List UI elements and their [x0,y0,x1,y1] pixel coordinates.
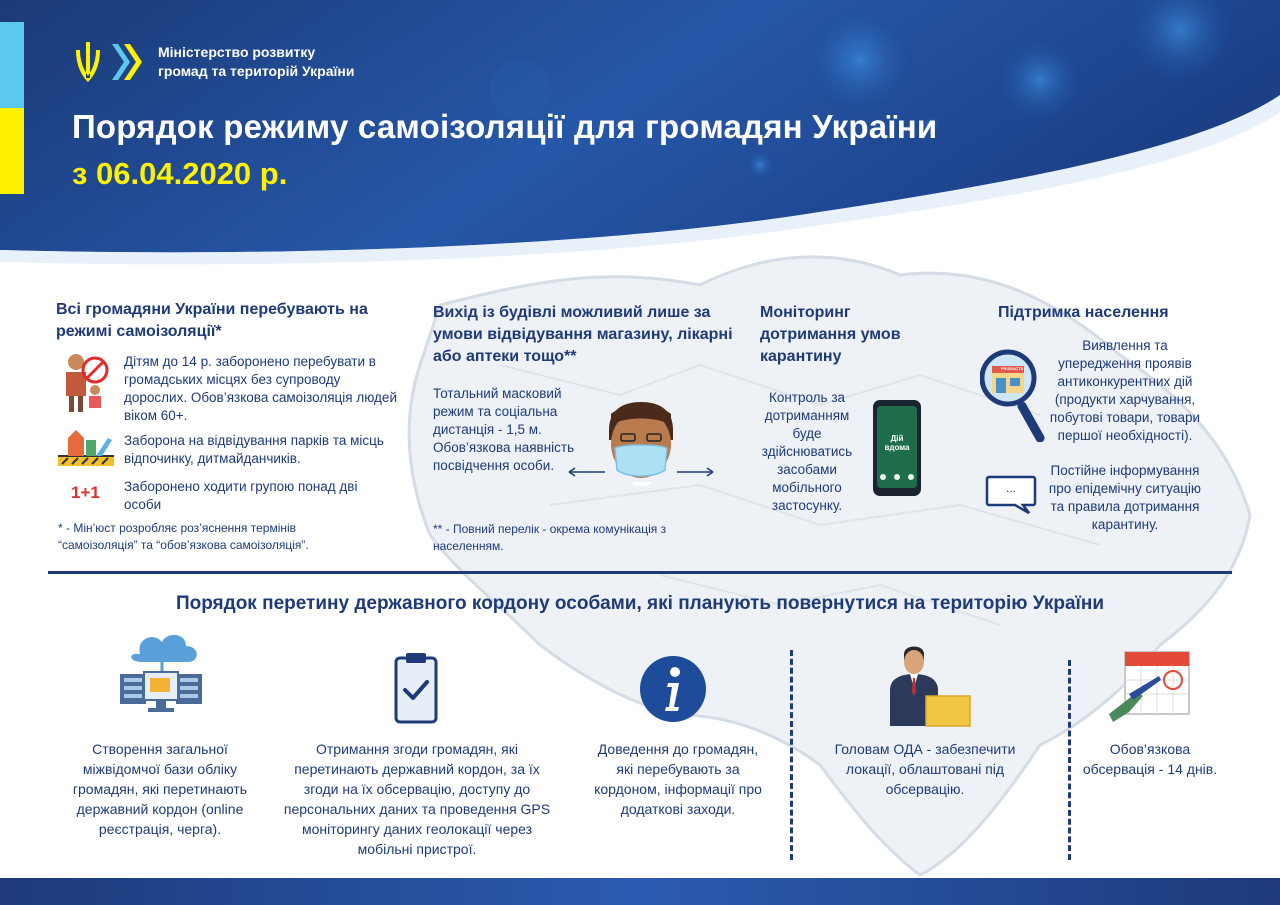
section2-item4-text: Головам ОДА - забезпечити локації, облаштовані під обсервацію. [834,741,1016,797]
footer-band [0,878,1280,905]
phone-app-label-line1: Дій [890,434,904,443]
col2-text: Тотальний масковий режим та соціальна дистанція - 1,5 м. Обов’язкова наявність посвідчення особи. [433,386,575,473]
ministry-name [158,43,355,81]
shop-sign: PRODUCTS [1000,366,1024,371]
phone-app-label-line2: вдома [884,443,910,452]
ministry-logo-icon [72,38,150,86]
section2-title: Порядок перетину державного кордону особами, які планують повернутися на територію України [175,593,1105,614]
calendar-icon [1107,642,1193,724]
col4-text2: Постійне інформування про епідемічну ситуацію та правила дотримання карантину. [1048,463,1202,532]
col4-text1: Виявлення та упередження проявів антиконкурентних дій (продукти харчування, побутові товари, товари першої необхідності). [1049,338,1201,443]
dashed-separator-2 [1068,660,1071,860]
col1-item3-text: Заборонено ходити групою понад дві особи [124,479,358,512]
elderly-child-icon [62,352,112,414]
section2-item1-text: Створення загальної міжвідомчої бази обліку громадян, які перетинають державний кордон (online реєстрація, черга). [72,741,248,837]
section2-item5-text: Обов’язкова обсервація - 14 днів. [1082,741,1218,777]
flag-stripe-blue [0,22,24,108]
page-date: з 06.04.2020 р. [72,156,288,191]
ministry-name-line2: громад та територій України [158,63,355,79]
clipboard-check-icon [393,652,439,726]
page-title: Порядок режиму самоізоляції для громадян України [72,108,938,145]
col1-item2-text: Заборона на відвідування парків та місць відпочинку, дитмайданчиків. [124,433,384,466]
phone-buttons [880,474,914,480]
phone-icon [873,400,921,496]
database-cloud-icon [114,628,208,716]
info-icon [639,655,707,723]
col1-footnote-line1: * - Мін’юст розробляє роз’яснення термінів [58,521,297,535]
col3-heading: Моніторинг дотримання умов карантину [760,304,901,365]
dashed-separator-1 [790,650,793,860]
masked-person-icon [565,400,717,486]
chat-bubble-text: ... [1005,481,1016,495]
phone-app-label [878,434,916,452]
one-plus-one-icon: 1+1 [71,483,100,502]
col1-item1-text: Дітям до 14 р. заборонено перебувати в громадських місцях без супроводу дорослих. Обов’язкова самоізоляція людей віком 60+. [124,354,397,423]
flag-stripe-yellow [0,108,24,194]
col2-footnote: ** - Повний перелік - окрема комунікація з населенням. [433,522,667,553]
magnifier-shop-icon [980,348,1046,442]
col1-footnote-line2: “самоізоляція” та “обов’язкова самоізоляція”. [58,538,309,552]
playground-icon [58,428,114,466]
col4-heading: Підтримка населення [998,304,1169,321]
col1-footnote [58,520,388,554]
header-banner [0,0,1280,275]
ministry-name-line1: Міністерство розвитку [158,44,316,60]
official-icon [884,642,972,728]
section-divider [48,571,1232,574]
section2-item2-text: Отримання згоди громадян, які перетинають державний кордон, за їх згоди на їх обсервацію, доступу до персональних даних та проведення GPS моніторингу даних геолокації через мобільні пристрої. [283,741,551,857]
col2-heading: Вихід із будівлі можливий лише за умови відвідування магазину, лікарні або аптеки тощо** [433,304,733,365]
col1-heading: Всі громадяни України перебувають на режимі самоізоляції* [56,301,368,340]
section2-item3-text: Доведення до громадян, які перебувають за кордоном, інформації про додаткові заходи. [594,741,762,817]
col3-text: Контроль за дотриманням буде здійснюватись засобами мобільного застосунку. [761,390,853,513]
